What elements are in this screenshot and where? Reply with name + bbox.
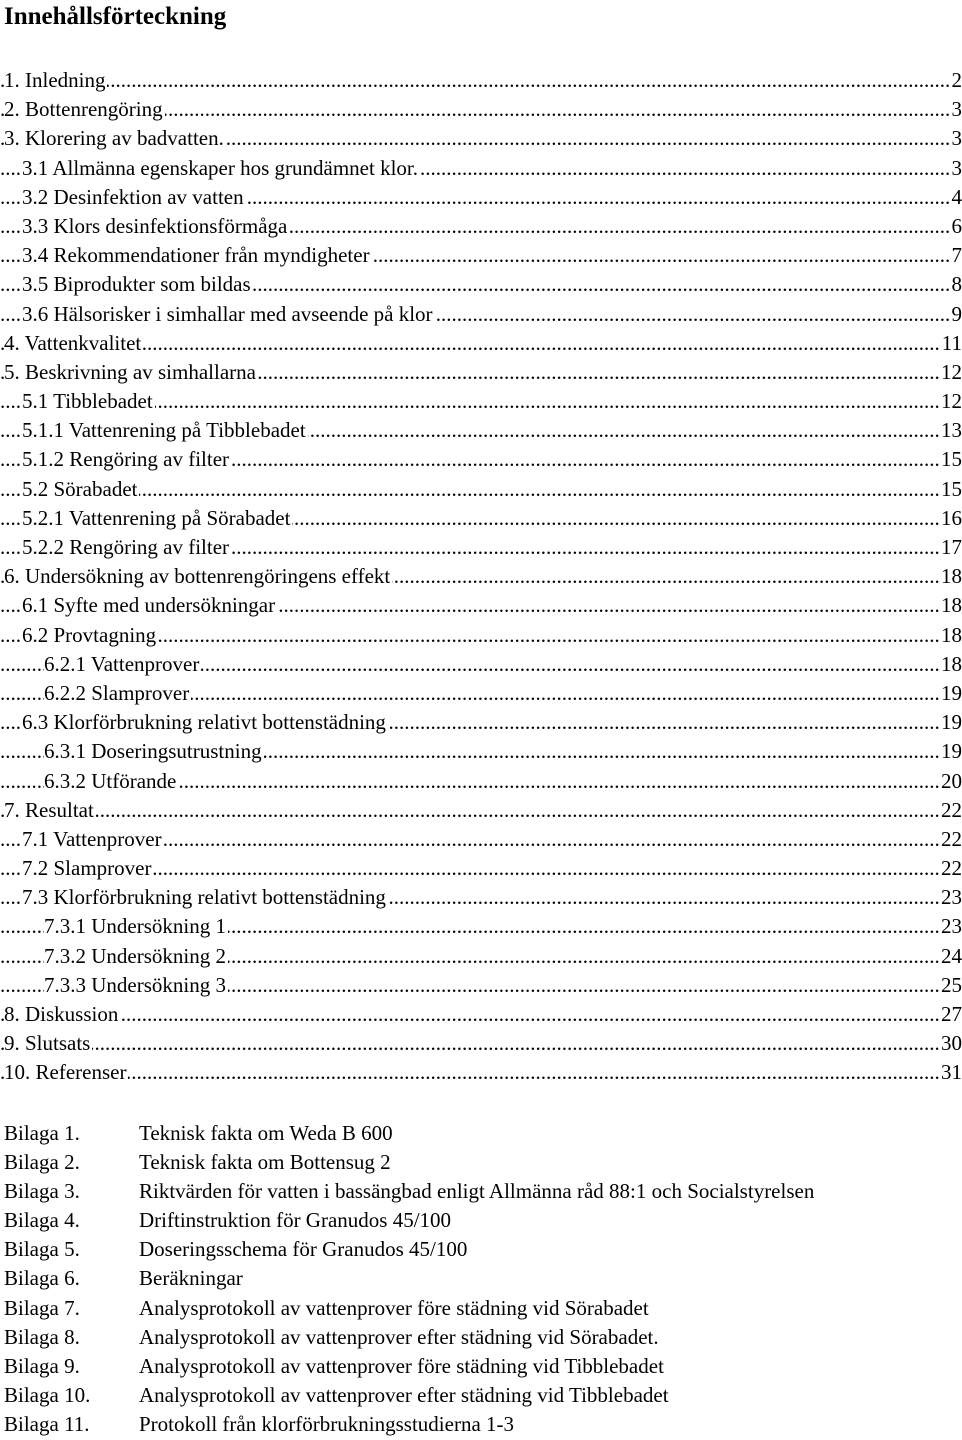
appendix-item bbox=[0, 1119, 960, 1148]
toc-entry-label: 6.2.2 Slamprover bbox=[44, 680, 190, 705]
toc-entry[interactable] bbox=[0, 504, 962, 533]
appendix-description: Protokoll från klorförbrukningsstudierna 1-3 bbox=[139, 1411, 515, 1436]
toc-entry-page-number: 20 bbox=[939, 767, 962, 796]
toc-entry[interactable] bbox=[0, 475, 962, 504]
toc-entry-label: 7.3 Klorförbrukning relativt bottenstädning bbox=[22, 885, 386, 910]
toc-entry[interactable] bbox=[0, 650, 962, 679]
toc-entry[interactable] bbox=[0, 825, 962, 854]
toc-entry[interactable] bbox=[0, 270, 962, 299]
toc-entry[interactable] bbox=[0, 708, 962, 737]
appendix-description: Teknisk fakta om Bottensug 2 bbox=[139, 1150, 391, 1175]
table-of-contents bbox=[0, 66, 962, 1088]
appendix-label: Bilaga 2. bbox=[4, 1150, 80, 1175]
toc-entry-label: 7.3.3 Undersökning 3 bbox=[44, 972, 226, 997]
toc-entry-label: 3.6 Hälsorisker i simhallar med avseende på klor bbox=[22, 301, 433, 326]
toc-entry-page-number: 7 bbox=[950, 241, 962, 270]
toc-entry[interactable] bbox=[0, 416, 962, 445]
appendix-item bbox=[0, 1294, 960, 1323]
toc-entry-label: 5. Beskrivning av simhallarna bbox=[4, 359, 256, 384]
toc-entry-label: 5.2.2 Rengöring av filter bbox=[22, 535, 230, 559]
appendix-item bbox=[0, 1352, 960, 1381]
appendix-item bbox=[0, 1410, 960, 1439]
appendix-list bbox=[0, 1119, 960, 1439]
appendix-item bbox=[0, 1264, 960, 1293]
toc-entry-label: 6.3.1 Doseringsutrustning bbox=[44, 739, 262, 764]
toc-entry[interactable] bbox=[0, 1000, 962, 1029]
toc-entry-page-number: 3 bbox=[950, 95, 962, 124]
toc-entry-label: 5.2 Sörabadet bbox=[22, 476, 138, 501]
toc-entry[interactable] bbox=[0, 591, 962, 620]
appendix-label: Bilaga 8. bbox=[4, 1324, 80, 1349]
appendix-item bbox=[0, 1381, 960, 1410]
appendix-item bbox=[0, 1148, 960, 1177]
toc-entry-label: 6.3.2 Utförande bbox=[44, 768, 177, 793]
toc-entry-label: 3.4 Rekommendationer från myndigheter bbox=[22, 243, 370, 268]
toc-entry-page-number: 6 bbox=[950, 212, 962, 241]
toc-entry[interactable] bbox=[0, 358, 962, 387]
toc-entry-page-number: 3 bbox=[950, 154, 962, 183]
appendix-label: Bilaga 9. bbox=[4, 1353, 80, 1378]
toc-entry-page-number: 3 bbox=[950, 124, 962, 153]
toc-entry-page-number: 11 bbox=[940, 329, 962, 358]
toc-entry-page-number: 22 bbox=[939, 854, 962, 883]
toc-entry-label: 3. Klorering av badvatten. bbox=[4, 126, 224, 151]
appendix-description: Beräkningar bbox=[139, 1266, 243, 1291]
toc-entry-label: 6.1 Syfte med undersökningar bbox=[22, 593, 276, 618]
toc-entry-label: 3.2 Desinfektion av vatten bbox=[22, 184, 244, 209]
toc-entry-page-number: 22 bbox=[939, 825, 962, 854]
toc-entry-page-number: 2 bbox=[950, 66, 962, 95]
toc-entry-label: 6.3 Klorförbrukning relativt bottenstädning bbox=[22, 710, 386, 735]
toc-entry[interactable] bbox=[0, 562, 962, 591]
toc-entry-label: 3.1 Allmänna egenskaper hos grundämnet klor. bbox=[22, 155, 418, 180]
toc-entry-page-number: 12 bbox=[939, 387, 962, 416]
toc-entry[interactable] bbox=[0, 767, 962, 796]
toc-entry[interactable] bbox=[0, 883, 962, 912]
toc-entry[interactable] bbox=[0, 942, 962, 971]
toc-entry-page-number: 19 bbox=[939, 679, 962, 708]
toc-entry[interactable] bbox=[0, 533, 962, 562]
toc-entry-label: 6. Undersökning av bottenrengöringens effekt bbox=[4, 564, 391, 589]
toc-entry[interactable] bbox=[0, 1029, 962, 1058]
toc-entry[interactable] bbox=[0, 621, 962, 650]
toc-entry[interactable] bbox=[0, 1058, 962, 1087]
appendix-description: Teknisk fakta om Weda B 600 bbox=[139, 1121, 393, 1145]
toc-entry[interactable] bbox=[0, 154, 962, 183]
appendix-description: Riktvärden för vatten i bassängbad enligt Allmänna råd 88:1 och Socialstyrelsen bbox=[139, 1179, 815, 1204]
toc-entry-page-number: 27 bbox=[939, 1000, 962, 1029]
toc-entry[interactable] bbox=[0, 241, 962, 270]
toc-entry-label: 7.1 Vattenprover bbox=[22, 826, 162, 851]
toc-entry[interactable] bbox=[0, 737, 962, 766]
toc-entry-label: 7.3.2 Undersökning 2 bbox=[44, 943, 226, 968]
toc-entry-page-number: 17 bbox=[939, 533, 962, 562]
toc-entry-page-number: 4 bbox=[950, 183, 962, 212]
appendix-description: Analysprotokoll av vattenprover efter städning vid Sörabadet. bbox=[139, 1324, 659, 1349]
toc-entry-page-number: 31 bbox=[939, 1058, 962, 1087]
toc-entry[interactable] bbox=[0, 796, 962, 825]
toc-entry[interactable] bbox=[0, 66, 962, 95]
toc-entry[interactable] bbox=[0, 387, 962, 416]
toc-entry-page-number: 23 bbox=[939, 883, 962, 912]
toc-entry-label: 9. Slutsats bbox=[4, 1031, 91, 1056]
toc-entry-page-number: 19 bbox=[939, 708, 962, 737]
toc-entry-page-number: 15 bbox=[939, 445, 962, 474]
toc-entry-label: 8. Diskussion bbox=[4, 1002, 119, 1026]
toc-entry-label: 7. Resultat bbox=[4, 797, 94, 822]
page-title: Innehållsförteckning bbox=[4, 3, 227, 30]
appendix-description: Analysprotokoll av vattenprover före städning vid Sörabadet bbox=[139, 1295, 649, 1320]
toc-entry-label: 5.1 Tibblebadet bbox=[22, 389, 153, 414]
toc-entry[interactable] bbox=[0, 854, 962, 883]
appendix-label: Bilaga 1. bbox=[4, 1121, 80, 1145]
toc-entry-page-number: 24 bbox=[939, 942, 962, 971]
toc-entry-label: 10. Referenser bbox=[4, 1060, 127, 1085]
appendix-description: Driftinstruktion för Granudos 45/100 bbox=[139, 1208, 452, 1233]
toc-entry[interactable] bbox=[0, 183, 962, 212]
toc-entry[interactable] bbox=[0, 300, 962, 329]
toc-entry-page-number: 9 bbox=[950, 300, 962, 329]
toc-entry-label: 5.1.1 Vattenrening på Tibblebadet bbox=[22, 418, 306, 443]
toc-entry-label: 1. Inledning bbox=[4, 68, 106, 92]
toc-entry-label: 2. Bottenrengöring bbox=[4, 97, 163, 122]
appendix-item bbox=[0, 1177, 960, 1206]
appendix-label: Bilaga 5. bbox=[4, 1237, 80, 1262]
appendix-item bbox=[0, 1235, 960, 1264]
toc-entry-page-number: 19 bbox=[939, 737, 962, 766]
toc-entry-page-number: 12 bbox=[939, 358, 962, 387]
appendix-item bbox=[0, 1323, 960, 1352]
toc-entry-page-number: 25 bbox=[939, 971, 962, 1000]
toc-entry-page-number: 30 bbox=[939, 1029, 962, 1058]
toc-entry[interactable] bbox=[0, 445, 962, 474]
toc-entry-label: 6.2 Provtagning bbox=[22, 622, 157, 647]
appendix-label: Bilaga 3. bbox=[4, 1179, 80, 1204]
toc-entry-page-number: 16 bbox=[939, 504, 962, 533]
appendix-description: Analysprotokoll av vattenprover efter städning vid Tibblebadet bbox=[139, 1382, 669, 1407]
toc-entry-page-number: 18 bbox=[939, 621, 962, 650]
appendix-label: Bilaga 11. bbox=[4, 1411, 90, 1436]
toc-entry-page-number: 15 bbox=[939, 475, 962, 504]
toc-entry-label: 7.3.1 Undersökning 1 bbox=[44, 914, 226, 939]
toc-entry-label: 5.1.2 Rengöring av filter bbox=[22, 447, 230, 472]
toc-entry-label: 3.5 Biprodukter som bildas bbox=[22, 272, 251, 297]
appendix-description: Analysprotokoll av vattenprover före städning vid Tibblebadet bbox=[139, 1353, 664, 1378]
toc-entry-page-number: 18 bbox=[939, 650, 962, 679]
toc-entry-page-number: 13 bbox=[939, 416, 962, 445]
toc-entry-page-number: 8 bbox=[950, 270, 962, 299]
toc-entry[interactable] bbox=[0, 679, 962, 708]
toc-entry[interactable] bbox=[0, 329, 962, 358]
toc-entry[interactable] bbox=[0, 95, 962, 124]
appendix-label: Bilaga 4. bbox=[4, 1208, 80, 1233]
toc-entry-label: 5.2.1 Vattenrening på Sörabadet bbox=[22, 505, 291, 530]
toc-entry-page-number: 18 bbox=[939, 562, 962, 591]
appendix-description: Doseringsschema för Granudos 45/100 bbox=[139, 1237, 468, 1262]
toc-entry-page-number: 18 bbox=[939, 591, 962, 620]
toc-entry-page-number: 22 bbox=[939, 796, 962, 825]
toc-entry[interactable] bbox=[0, 912, 962, 941]
toc-entry[interactable] bbox=[0, 124, 962, 153]
appendix-label: Bilaga 7. bbox=[4, 1295, 80, 1320]
toc-entry-label: 3.3 Klors desinfektionsförmåga bbox=[22, 213, 288, 238]
toc-entry-page-number: 23 bbox=[939, 912, 962, 941]
appendix-label: Bilaga 10. bbox=[4, 1382, 91, 1407]
toc-entry-label: 7.2 Slamprover bbox=[22, 856, 152, 881]
toc-entry[interactable] bbox=[0, 971, 962, 1000]
toc-entry[interactable] bbox=[0, 212, 962, 241]
appendix-label: Bilaga 6. bbox=[4, 1266, 80, 1291]
toc-entry-label: 6.2.1 Vattenprover bbox=[44, 651, 200, 676]
toc-entry-label: 4. Vattenkvalitet bbox=[4, 330, 142, 355]
appendix-item bbox=[0, 1206, 960, 1235]
